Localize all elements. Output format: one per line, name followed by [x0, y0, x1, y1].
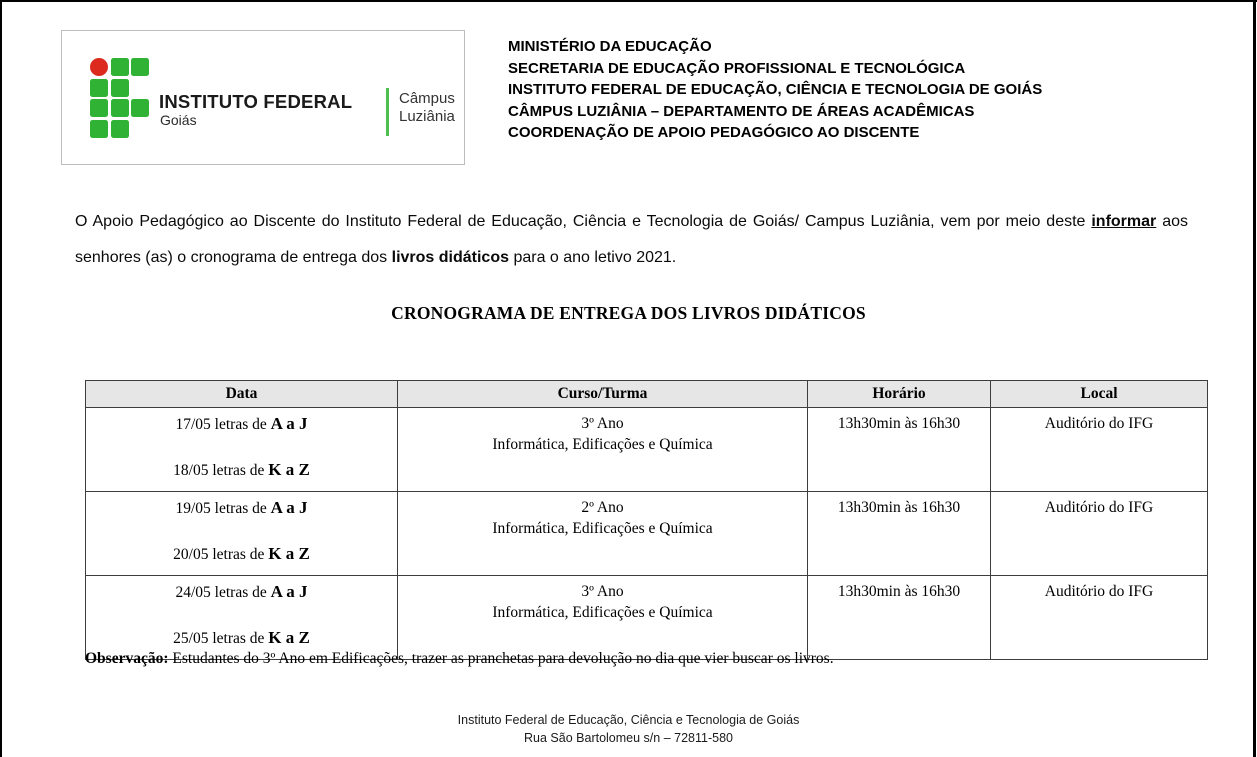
date-line-2: [90, 459, 393, 481]
cell-curso-turma: [398, 492, 808, 576]
date-line-1: [90, 413, 393, 435]
intro-text-3: para o ano letivo 2021.: [509, 249, 677, 266]
observation-label: Observação:: [85, 650, 169, 667]
cell-data: [86, 576, 398, 660]
cell-data: [86, 408, 398, 492]
logo-square: [131, 99, 149, 117]
observation-text: Estudantes do 3º Ano em Edificações, trazer as pranchetas para devolução no dia que vier buscar os livros.: [168, 650, 834, 667]
date-line-1: [90, 497, 393, 519]
date-text: 20/05 letras de: [173, 546, 269, 563]
letterhead-line-coordination: COORDENAÇÃO DE APOIO PEDAGÓGICO AO DISCENTE: [508, 124, 920, 141]
letter-range: K a Z: [268, 544, 310, 563]
table-row: [86, 408, 1208, 492]
intro-paragraph: [75, 204, 1188, 276]
intro-emphasis-livros: livros didáticos: [391, 249, 509, 266]
letterhead-line-secretary: SECRETARIA DE EDUCAÇÃO PROFISSIONAL E TECNOLÓGICA: [508, 59, 966, 77]
logo-square: [111, 79, 129, 97]
intro-text-2: aos senhores (as) o cronograma de entrega dos: [75, 213, 1188, 266]
header-curso-turma: Curso/Turma: [398, 381, 808, 408]
header-local: Local: [991, 381, 1208, 408]
logo-campus-name: [399, 90, 455, 126]
logo-org-state: Goiás: [160, 112, 197, 128]
letterhead-line-institute: INSTITUTO FEDERAL DE EDUCAÇÃO, CIÊNCIA E TECNOLOGIA DE GOIÁS: [508, 81, 1043, 98]
table-row: [86, 576, 1208, 660]
page-border-top: [0, 0, 1257, 2]
schedule-title: CRONOGRAMA DE ENTREGA DOS LIVROS DIDÁTICOS: [391, 303, 866, 323]
curso-year: 3º Ano: [581, 583, 624, 600]
ifg-logo-block: [61, 30, 465, 165]
cell-horario: 13h30min às 16h30: [808, 408, 991, 492]
date-text: 17/05 letras de: [175, 416, 271, 433]
curso-courses: Informática, Edificações e Química: [492, 604, 713, 621]
letter-range: K a Z: [268, 628, 310, 647]
logo-square: [90, 120, 108, 138]
logo-square: [90, 79, 108, 97]
letterhead-line-ministry: MINISTÉRIO DA EDUCAÇÃO: [508, 38, 712, 55]
intro-text-1: O Apoio Pedagógico ao Discente do Instituto Federal de Educação, Ciência e Tecnologia de Goiás/ Campus Luziânia, vem por meio deste: [75, 213, 1092, 230]
curso-year: 2º Ano: [581, 499, 624, 516]
ifg-logo-icon: [90, 58, 149, 138]
cell-local: Auditório do IFG: [991, 576, 1208, 660]
curso-year: 3º Ano: [581, 415, 624, 432]
observation-note: [85, 650, 1205, 668]
cell-horario: 13h30min às 16h30: [808, 576, 991, 660]
letterhead-line-campus: CÂMPUS LUZIÂNIA – DEPARTAMENTO DE ÁREAS ACADÊMICAS: [508, 102, 975, 120]
logo-divider-line: [386, 88, 389, 136]
page-border-right: [1253, 0, 1256, 757]
letterhead: [508, 36, 1042, 144]
logo-square: [111, 120, 129, 138]
logo-square: [111, 58, 129, 76]
date-line-2: [90, 627, 393, 649]
date-text: 18/05 letras de: [173, 462, 269, 479]
logo-empty-cell: [131, 120, 149, 138]
date-text: 25/05 letras de: [173, 630, 269, 647]
logo-empty-cell: [131, 79, 149, 97]
footer-institution: Instituto Federal de Educação, Ciência e Tecnologia de Goiás: [457, 713, 800, 727]
logo-org-name: INSTITUTO FEDERAL: [159, 91, 353, 112]
date-text: 19/05 letras de: [175, 500, 271, 517]
letter-range: K a Z: [268, 460, 310, 479]
header-horario: Horário: [808, 381, 991, 408]
date-text: 24/05 letras de: [175, 584, 271, 601]
letter-range: A a J: [270, 498, 308, 517]
letter-range: A a J: [270, 582, 308, 601]
logo-square: [111, 99, 129, 117]
curso-courses: Informática, Edificações e Química: [492, 436, 713, 453]
cell-data: [86, 492, 398, 576]
header-data: Data: [86, 381, 398, 408]
logo-dot-red: [90, 58, 108, 76]
table-row: [86, 492, 1208, 576]
letter-range: A a J: [270, 414, 308, 433]
date-line-2: [90, 543, 393, 565]
campus-line1: Câmpus: [399, 90, 455, 107]
cell-curso-turma: [398, 576, 808, 660]
cell-local: Auditório do IFG: [991, 408, 1208, 492]
page-border-left: [0, 0, 2, 757]
date-line-1: [90, 581, 393, 603]
footer-address: Rua São Bartolomeu s/n – 72811-580: [524, 730, 733, 745]
campus-line2: Luziânia: [399, 108, 455, 125]
table-header-row: [86, 381, 1208, 408]
schedule-table: [85, 380, 1208, 660]
cell-local: Auditório do IFG: [991, 492, 1208, 576]
document-footer: [0, 712, 1257, 747]
logo-square: [131, 58, 149, 76]
curso-courses: Informática, Edificações e Química: [492, 520, 713, 537]
intro-emphasis-informar: informar: [1091, 213, 1157, 230]
cell-curso-turma: [398, 408, 808, 492]
logo-square: [90, 99, 108, 117]
cell-horario: 13h30min às 16h30: [808, 492, 991, 576]
